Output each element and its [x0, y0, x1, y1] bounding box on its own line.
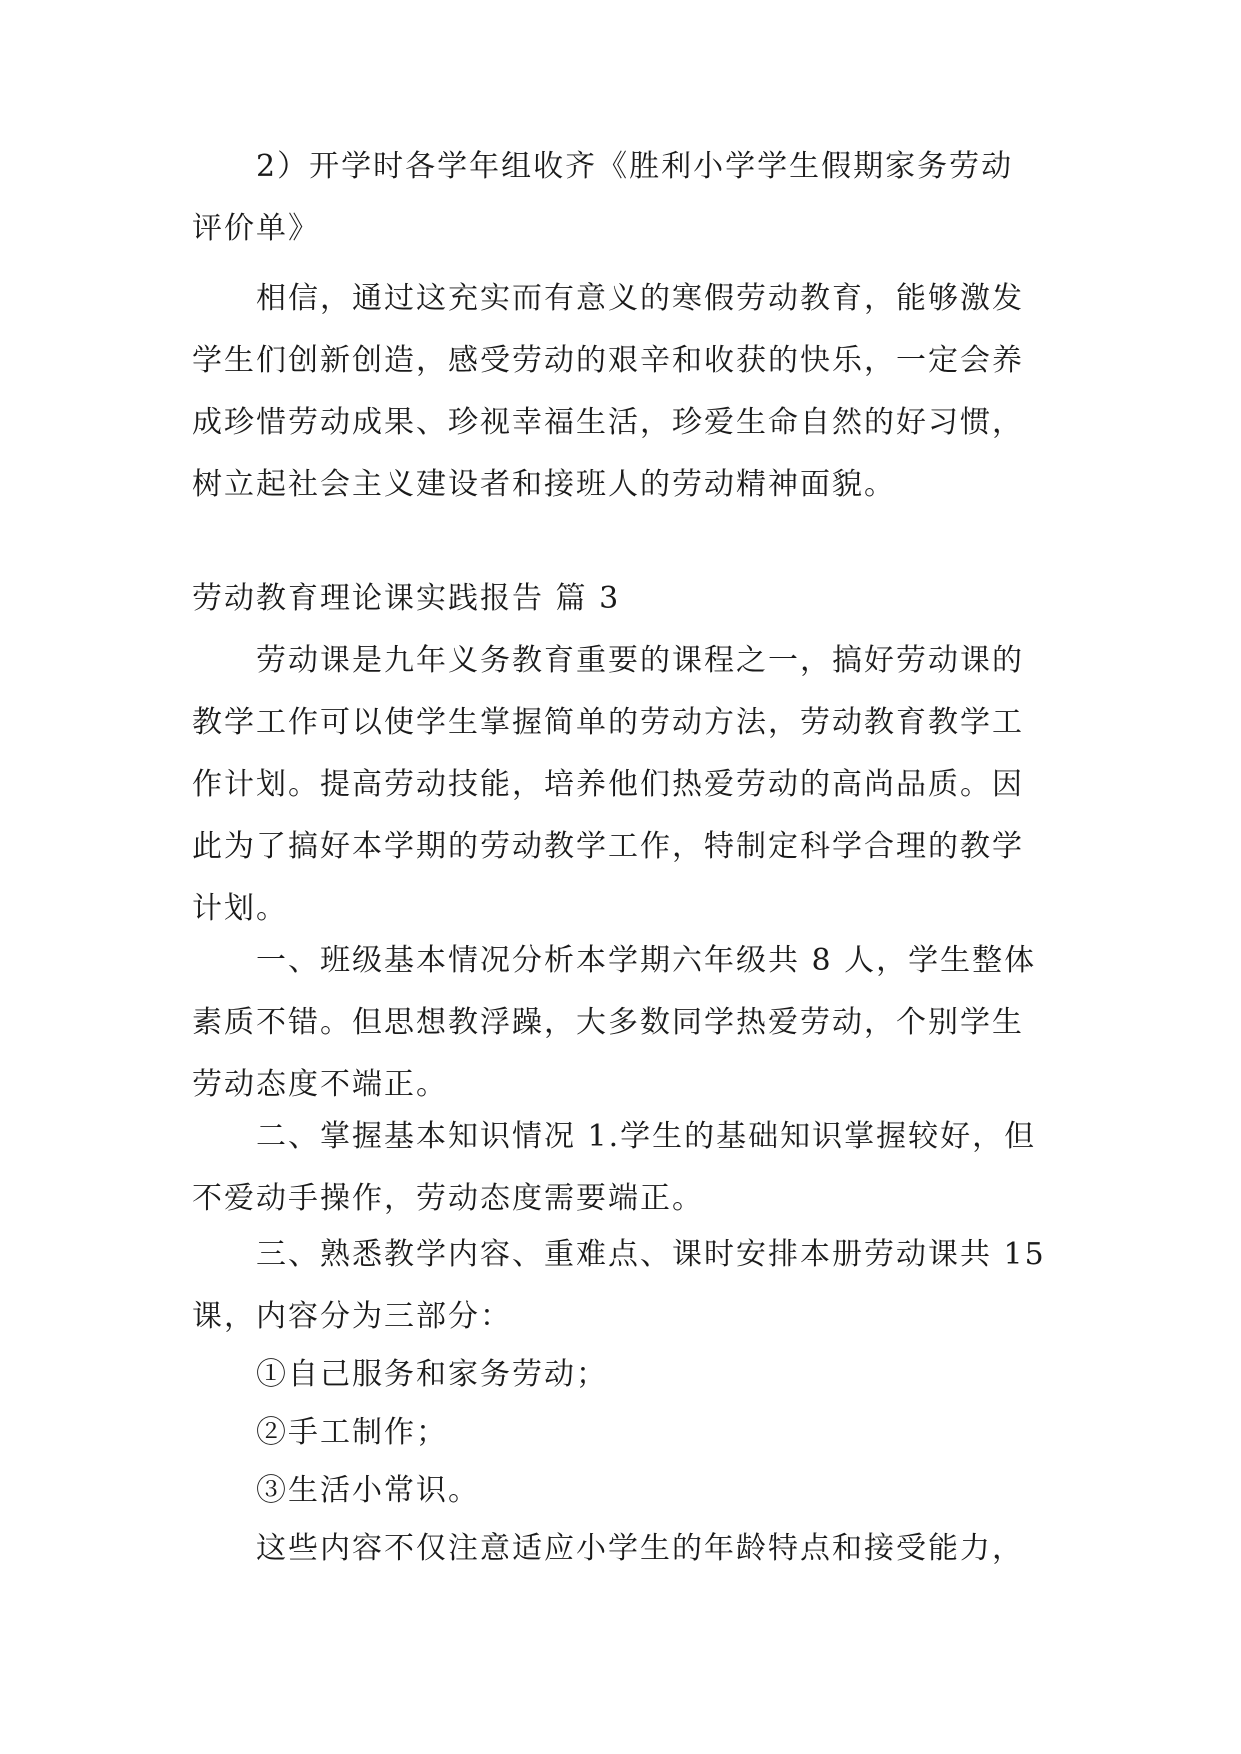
paragraph-basic-knowledge: [192, 1106, 1052, 1230]
paragraph-content-note: [192, 1518, 1052, 1580]
text-line: 教学工作可以使学生掌握简单的劳动方法，劳动教育教学工: [192, 705, 1024, 740]
section-title: [192, 568, 1052, 630]
text-line: 相信，通过这充实而有意义的寒假劳动教育，能够激发: [256, 281, 1024, 316]
text-line: 不爱动手操作，劳动态度需要端正。: [192, 1181, 704, 1216]
text-line: ②手工制作；: [256, 1415, 448, 1450]
list-item: [192, 1344, 1052, 1406]
text-line: 劳动课是九年义务教育重要的课程之一，搞好劳动课的: [256, 643, 1024, 678]
paragraph-conclusion: [192, 268, 1052, 516]
paragraph-intro: [192, 630, 1052, 940]
text-line: 课，内容分为三部分：: [192, 1299, 512, 1334]
text-line: 学生们创新创造，感受劳动的艰辛和收获的快乐，一定会养: [192, 343, 1024, 378]
text-line: 这些内容不仅注意适应小学生的年龄特点和接受能力，: [256, 1531, 1024, 1566]
text-line: 树立起社会主义建设者和接班人的劳动精神面貌。: [192, 467, 896, 502]
list-item: [192, 1402, 1052, 1464]
text-line: 三、熟悉教学内容、重难点、课时安排本册劳动课共 15: [256, 1237, 1046, 1272]
paragraph-class-analysis: [192, 930, 1052, 1116]
text-line: 素质不错。但思想教浮躁，大多数同学热爱劳动，个别学生: [192, 1005, 1024, 1040]
text-line: ③生活小常识。: [256, 1473, 480, 1508]
text-line: 二、掌握基本知识情况 1.学生的基础知识掌握较好，但: [256, 1119, 1037, 1154]
paragraph-evaluation-form: [192, 136, 1052, 260]
section-title-text: 劳动教育理论课实践报告 篇 3: [192, 581, 621, 616]
text-line: 一、班级基本情况分析本学期六年级共 8 人，学生整体: [256, 943, 1037, 978]
text-line: 评价单》: [192, 211, 320, 246]
text-line: 作计划。提高劳动技能，培养他们热爱劳动的高尚品质。因: [192, 767, 1024, 802]
text-line: 成珍惜劳动成果、珍视幸福生活，珍爱生命自然的好习惯，: [192, 405, 1024, 440]
text-line: 劳动态度不端正。: [192, 1067, 448, 1102]
text-line: ①自己服务和家务劳动；: [256, 1357, 608, 1392]
text-line: 2）开学时各学年组收齐《胜利小学学生假期家务劳动: [256, 149, 1014, 184]
list-item: [192, 1460, 1052, 1522]
text-line: 计划。: [192, 891, 288, 926]
paragraph-teaching-content: [192, 1224, 1052, 1348]
text-line: 此为了搞好本学期的劳动教学工作，特制定科学合理的教学: [192, 829, 1024, 864]
